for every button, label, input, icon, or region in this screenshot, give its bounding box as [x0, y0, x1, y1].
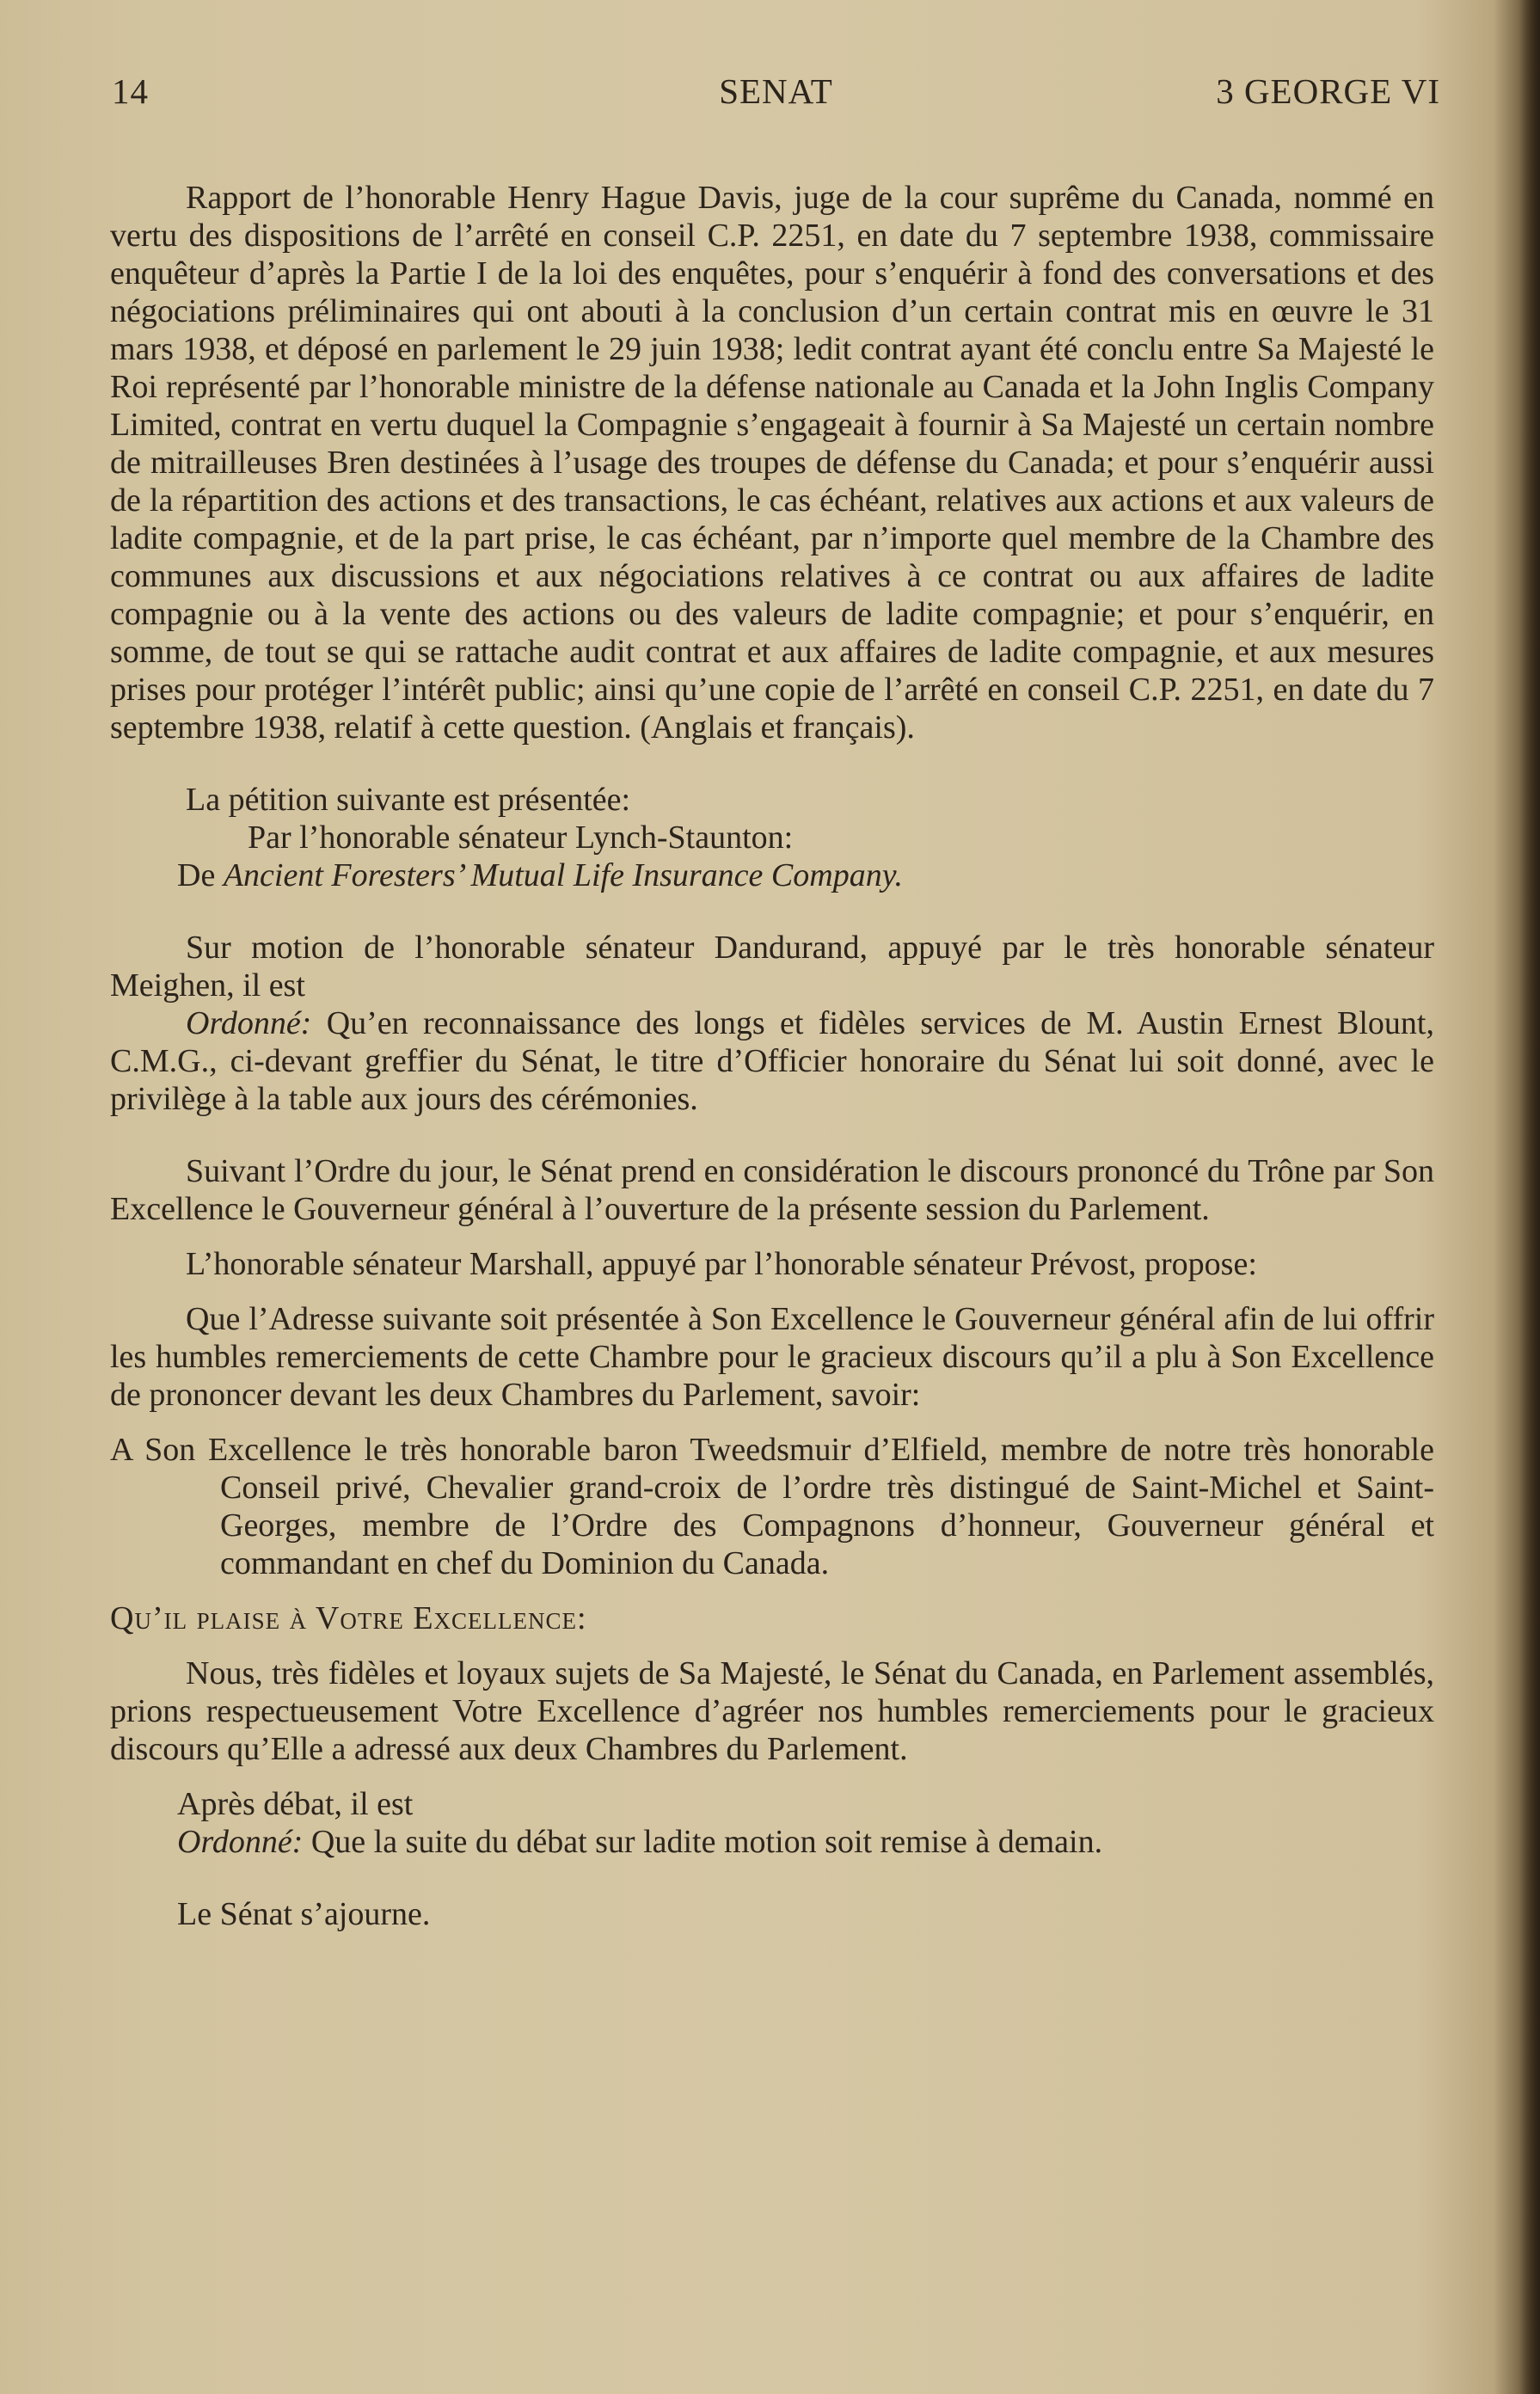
page-edge-shadow: [1519, 0, 1540, 2394]
nous-paragraph: Nous, très fidèles et loyaux sujets de Sa Majesté, le Sénat du Canada, en Parlement assemblés, prions respectueusement Votre Excellence d’agréer nos humbles remerciements pour le gracieux discours qu’Elle a adressé aux deux Chambres du Parlement.: [110, 1655, 1434, 1767]
running-title: SENAT: [719, 71, 833, 111]
ordonne-label-2: Ordonné:: [177, 1824, 304, 1860]
petition-from: [110, 856, 1434, 894]
petition-intro: La pétition suivante est présentée:: [186, 782, 631, 818]
apres-debat-paragraph: Après débat, il est: [177, 1786, 414, 1822]
marshall-paragraph: L’honorable sénateur Marshall, appuyé par l’honorable sénateur Prévost, propose:: [186, 1246, 1257, 1282]
ajourne-paragraph: Le Sénat s’ajourne.: [177, 1896, 431, 1932]
a-son-excellence-paragraph: A Son Excellence le très honorable baron Tweedsmuir d’Elfield, membre de notre très honorable Conseil privé, Chevalier grand-croix de l’ordre très distingué de Saint-Michel et Saint-Georges, membre de l’Ordre des Compagnons d’honneur, Gouverneur général et commandant en chef du Dominion du Canada.: [110, 1432, 1434, 1581]
page-header: [112, 71, 1440, 122]
page-number: 14: [112, 71, 149, 111]
reign-label: 3 GEORGE VI: [1216, 71, 1440, 111]
ordonne-paragraph-2: [110, 1823, 1434, 1861]
petitioner-name: Ancient Foresters’ Mutual Life Insurance Company.: [223, 857, 903, 893]
ordre-du-jour-paragraph: Suivant l’Ordre du jour, le Sénat prend en considération le discours prononcé du Trône par Son Excellence le Gouverneur général à l’ouverture de la présente session du Parlement.: [110, 1153, 1434, 1227]
ordonne-text-1: Qu’en reconnaissance des longs et fidèles services de M. Austin Ernest Blount, C.M.G., ci-devant greffier du Sénat, le titre d’Officier honoraire du Sénat lui soit donné, avec le privilège à la table aux jours des cérémonies.: [110, 1005, 1434, 1117]
petition-by: Par l’honorable sénateur Lynch-Staunton:: [248, 819, 794, 856]
motion-paragraph: Sur motion de l’honorable sénateur Dandurand, appuyé par le très honorable sénateur Meighen, il est: [110, 930, 1434, 1004]
ordonne-label-1: Ordonné:: [186, 1005, 312, 1041]
petition-from-prefix: De: [177, 857, 224, 893]
ordonne-paragraph-1: [110, 1004, 1434, 1118]
ordonne-text-2: Que la suite du débat sur ladite motion soit remise à demain.: [303, 1824, 1103, 1860]
adresse-paragraph: Que l’Adresse suivante soit présentée à Son Excellence le Gouverneur général afin de lui offrir les humbles remerciements de cette Chambre pour le gracieux discours qu’il a plu à Son Excellence de prononcer devant les deux Chambres du Parlement, savoir:: [110, 1301, 1434, 1413]
rapport-paragraph: Rapport de l’honorable Henry Hague Davis, juge de la cour suprême du Canada, nommé en vertu des dispositions de l’arrêté en conseil C.P. 2251, en date du 7 septembre 1938, commissaire enquêteur d’après la Partie I de la loi des enquêtes, pour s’enquérir à fond des conversations et des négociations préliminaires qui ont abouti à la conclusion d’un certain contrat mis en œuvre le 31 mars 1938, et déposé en parlement le 29 juin 1938; ledit contrat ayant été conclu entre Sa Majesté le Roi représenté par l’honorable ministre de la défense nationale au Canada et la John Inglis Company Limited, contrat en vertu duquel la Compagnie s’engageait à fournir à Sa Majesté un certain nombre de mitrailleuses Bren destinées à l’usage des troupes de défense du Canada; et pour s’enquérir aussi de la répartition des actions et des transactions, le cas échéant, relatives aux actions et aux valeurs de ladite compagnie, et de la part prise, le cas échéant, par n’importe quel membre de la Chambre des communes aux discussions et aux négociations relatives à ce contrat ou aux affaires de ladite compagnie ou à la vente des actions ou des valeurs de ladite compagnie; et pour s’enquérir, en somme, de tout se qui se rattache audit contrat et aux affaires de ladite compagnie, et aux mesures prises pour protéger l’intérêt public; ainsi qu’une copie de l’arrêté en conseil C.P. 2251, en date du 7 septembre 1938, relatif à cette question. (Anglais et français).: [110, 180, 1434, 746]
page-body: [110, 179, 1434, 1933]
quil-plaise-heading: Qu’il plaise à Votre Excellence:: [110, 1600, 587, 1636]
